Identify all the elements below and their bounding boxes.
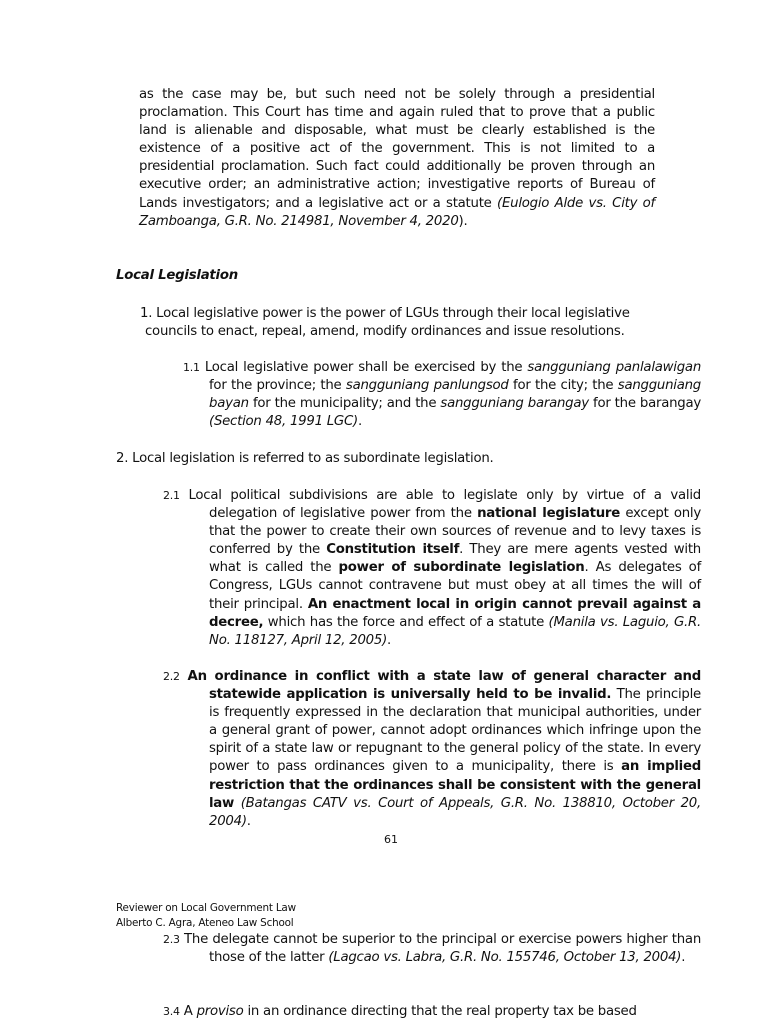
list-item-1-line1: 1. Local legislative power is the power of LGUs through their local legislative xyxy=(140,306,630,321)
case-citation: (Batangas CATV vs. Court of Appeals, G.R. No. 138810, October 20, 2004) xyxy=(209,795,701,829)
case-citation: (Eulogio Alde vs. City of Zamboanga, G.R. No. 214981, November 4, 2020 xyxy=(139,195,655,229)
item-number: 2.1 xyxy=(163,489,180,502)
item-number: 2.2 xyxy=(163,670,180,683)
case-citation: (Manila vs. Laguio, G.R. No. 118127, April 12, 2005) xyxy=(209,614,701,648)
section-heading: Local Legislation xyxy=(116,268,238,283)
list-item-2-1: 2.1 Local political subdivisions are able to legislate only by virtue of a valid delegation of legislative power from the national legislature except only that the power to create their own sources of revenue and to levy taxes is conferred by the Constitution itself. They are mere agents vested with what is called the power of subordinate legislation. As delegates of Congress, LGUs cannot contravene but must obey at all times the will of their principal. An enactment local in origin cannot prevail against a decree, which has the force and effect of a statute (Manila vs. Laguio, G.R. No. 118127, April 12, 2005). xyxy=(163,488,702,648)
list-item-1-1: 1.1 Local legislative power shall be exercised by the sangguniang panlalawigan for the province; the sangguniang panlungsod for the city; the sangguniang bayan for the municipality; and the sangguniang barangay for the barangay (Section 48, 1991 LGC). xyxy=(183,360,701,430)
list-item-2-2: 2.2 An ordinance in conflict with a state law of general character and statewide application is universally held to be invalid. The principle is frequently expressed in the declaration that municipal authorities, under a general grant of power, cannot adopt ordinances which infringe upon the spirit of a state law or repugnant to the general policy of the state. In every power to pass ordinances given to a municipality, there is an implied restriction that the ordinances shall be consistent with the general law (Batangas CATV vs. Court of Appeals, G.R. No. 138810, October 20, 2004). xyxy=(163,669,701,829)
case-citation: (Lagcao vs. Labra, G.R. No. 155746, October 13, 2004) xyxy=(328,950,682,966)
page-number: 61 xyxy=(384,833,398,846)
list-item-2-3: 2.3 The delegate cannot be superior to the principal or exercise powers higher than those of the latter (Lagcao vs. Labra, G.R. No. 155746, October 13, 2004). xyxy=(163,932,701,966)
continued-paragraph: as the case may be, but such need not be solely through a presidential proclamation. This Court has time and again ruled that to prove that a public land is alienable and disposable, what must be clearly established is the existence of a positive act of the government. This is not limited to a presidential proclamation. Such fact could additionally be proven through an executive order; an administrative action; investigative reports of Bureau of Lands investigators; and a legislative act or a statute (Eulogio Alde vs. City of Zamboanga, G.R. No. 214981, November 4, 2020). xyxy=(139,87,655,229)
list-item-2: 2. Local legislation is referred to as subordinate legislation. xyxy=(116,451,494,466)
list-item-3-4: 3.4 A proviso in an ordinance directing that the real property tax be based xyxy=(163,1004,637,1019)
paragraph-text: as the case may be, but such need not be solely through a presidential proclamation. This Court has time and again ruled that to prove that a public land is alienable and disposable, what must be clearly established is the existence of a positive act of the government. This is not limited to a presidential proclamation. Such fact could additionally be proven through an executive order; an administrative action; investigative reports of Bureau of Lands investigators; and a legislative act or a statute xyxy=(139,87,655,211)
page-footer xyxy=(116,901,296,930)
case-citation: (Section 48, 1991 LGC) xyxy=(209,414,358,430)
list-item-1 xyxy=(140,305,640,341)
item-number: 3.4 xyxy=(163,1005,180,1018)
list-item-1-line2: councils to enact, repeal, amend, modify ordinances and issue resolutions. xyxy=(145,324,625,340)
item-number: 2.3 xyxy=(163,933,180,946)
footer-title: Reviewer on Local Government Law xyxy=(116,902,296,914)
footer-author: Alberto C. Agra, Ateneo Law School xyxy=(116,916,294,929)
item-number: 1.1 xyxy=(183,361,200,374)
